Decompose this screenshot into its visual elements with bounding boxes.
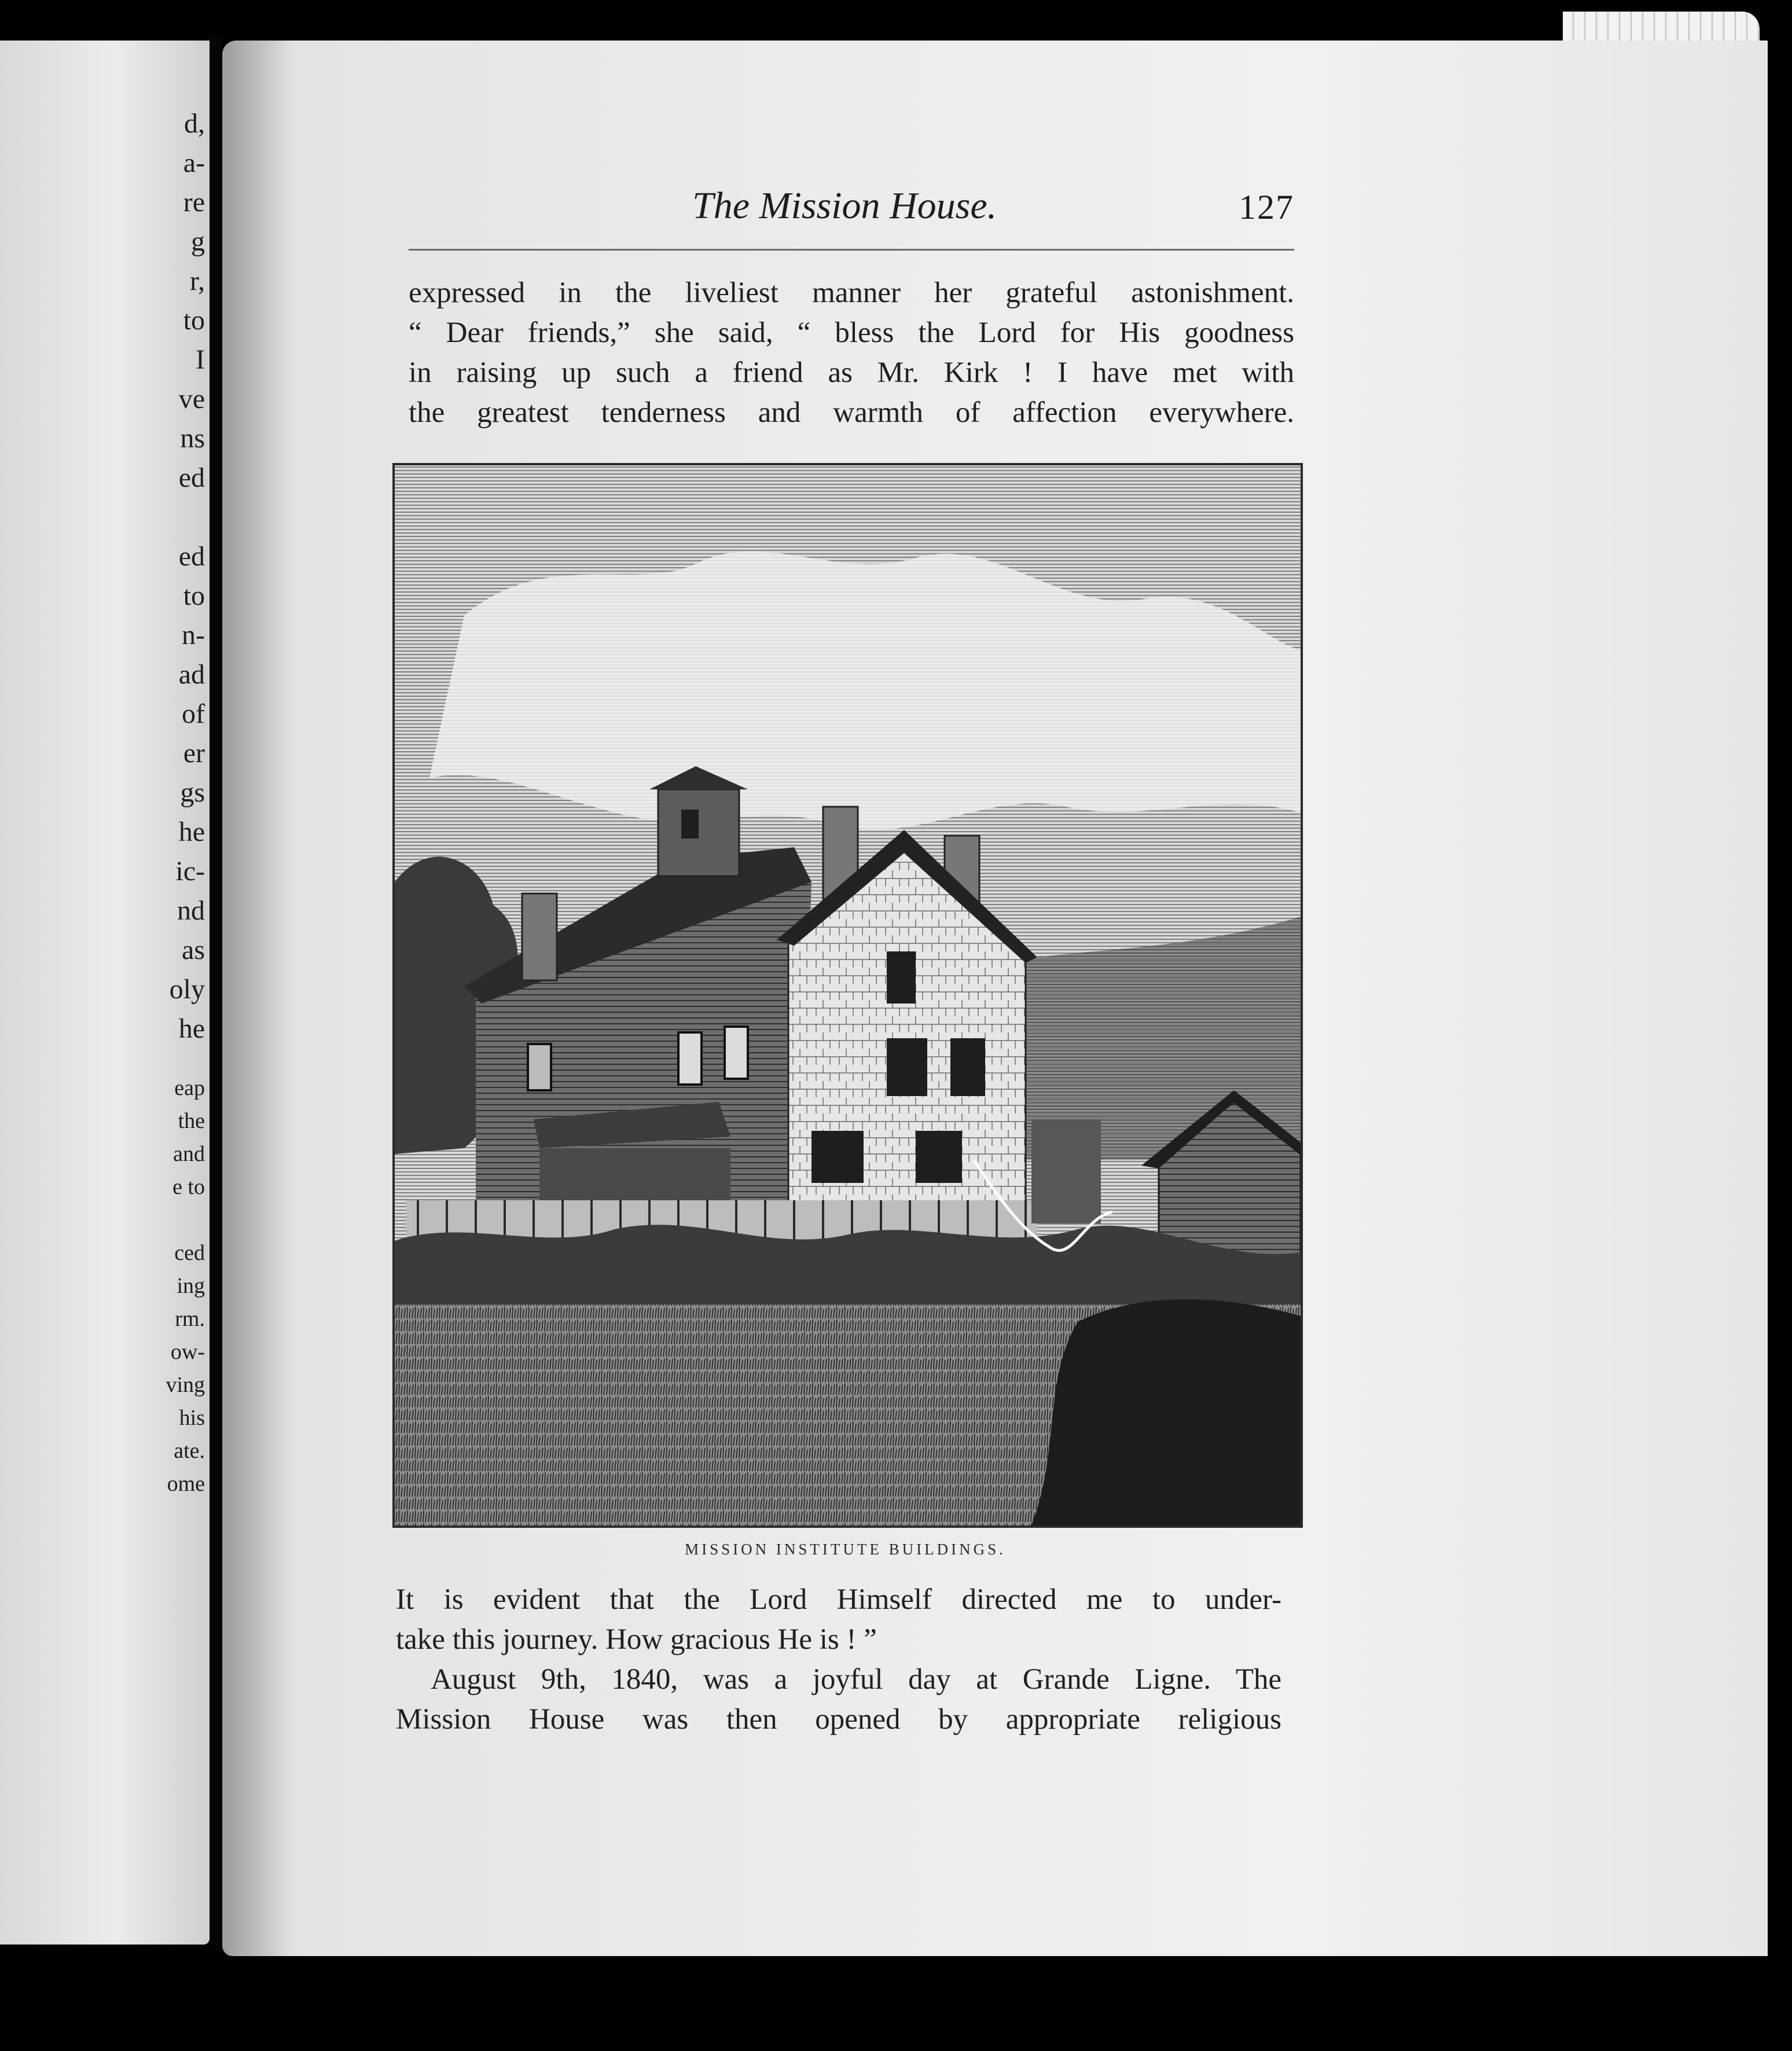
left-fragment-small: e to (172, 1175, 205, 1199)
left-fragment: ve (178, 384, 205, 414)
text-line: August 9th, 1840, was a joyful day at Grande Ligne. The (431, 1663, 1281, 1696)
paragraph-bottom (396, 1580, 1281, 1740)
left-fragment: oly (169, 974, 205, 1005)
left-fragment: ns (180, 423, 205, 454)
left-fragment: of (182, 699, 205, 729)
text-line: take this journey. How gracious He is ! ” (396, 1623, 877, 1656)
left-fragment-small: ving (166, 1373, 205, 1397)
left-fragment: ed (178, 541, 205, 572)
left-fragment: nd (177, 895, 205, 926)
gutter-shadow (222, 41, 292, 1956)
page-number: 127 (1239, 188, 1294, 226)
left-fragment-small: ow- (170, 1340, 205, 1364)
running-title: The Mission House. (692, 185, 997, 227)
text-line: “ Dear friends,” she said, “ bless the Lord for His goodness (409, 317, 1294, 349)
left-fragment: he (178, 817, 205, 847)
paragraph-top (409, 273, 1294, 433)
left-fragment: ad (178, 659, 205, 690)
left-fragment-small: his (179, 1406, 205, 1430)
text-line: Mission House was then opened by appropriate religious (396, 1703, 1281, 1736)
left-fragment: er (183, 738, 205, 769)
left-fragment-small: the (178, 1109, 205, 1133)
left-facing-page (0, 41, 210, 1945)
left-fragment: gs (180, 777, 205, 808)
figure-caption: MISSION INSTITUTE BUILDINGS. (685, 1541, 1006, 1558)
left-fragment: ed (178, 462, 205, 493)
left-fragment: n- (182, 620, 205, 650)
left-fragment: g (191, 226, 205, 257)
left-fragment-small: ate. (174, 1439, 205, 1463)
text-line: the greatest tenderness and warmth of affection everywhere. (409, 396, 1294, 429)
running-head (409, 179, 1294, 251)
engraving-svg (395, 465, 1301, 1526)
text-line: It is evident that the Lord Himself directed me to under- (396, 1583, 1281, 1616)
left-fragment-small: and (173, 1142, 205, 1166)
left-page-text-fragments (166, 41, 205, 1501)
left-fragment: to (183, 580, 205, 611)
left-fragment: as (182, 935, 205, 965)
left-fragment: I (196, 344, 205, 375)
left-fragment-small: ced (174, 1241, 205, 1265)
text-line: in raising up such a friend as Mr. Kirk ! I have met with (409, 356, 1294, 389)
left-fragment: a- (183, 148, 205, 178)
left-fragment: to (183, 305, 205, 336)
left-fragment-small: ome (167, 1472, 205, 1496)
left-fragment-small: rm. (175, 1307, 205, 1331)
left-fragment: re (183, 187, 205, 218)
left-fragment-small: eap (174, 1076, 205, 1100)
book-gutter (210, 35, 222, 1950)
left-fragment: ic- (175, 856, 205, 887)
text-line: expressed in the liveliest manner her grateful astonishment. (409, 277, 1294, 309)
left-fragment-small: ing (177, 1274, 205, 1298)
engraving-illustration (392, 463, 1303, 1528)
left-fragment: r, (189, 266, 205, 296)
left-fragment: he (178, 1013, 205, 1044)
left-fragment: d, (184, 108, 205, 139)
